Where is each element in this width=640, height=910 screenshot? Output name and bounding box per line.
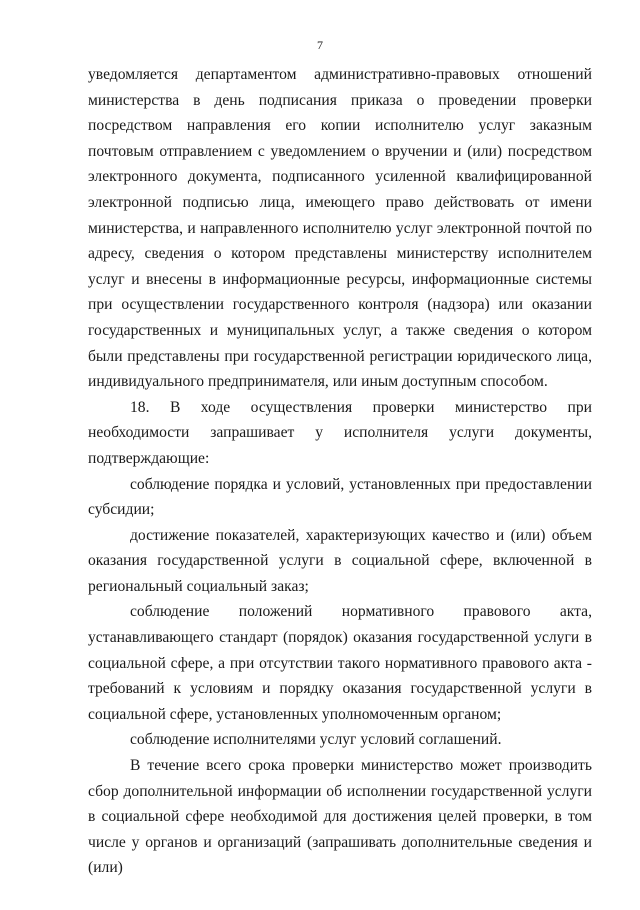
paragraph-agreement-terms: соблюдение исполнителями услуг условий соглашений. [130, 731, 502, 749]
document-body [88, 62, 592, 881]
paragraph-additional-information: В течение всего срока проверки министерство может производить сбор дополнительной информации об исполнении государственной услуги в социальной сфере необходимой для достижения целей проверки, в том числе у органов и организаций (запрашивать дополнительные сведения и (или) [88, 757, 592, 877]
paragraph-standard-compliance: соблюдение положений нормативного правового акта, устанавливающего стандарт (порядок) оказания государственной услуги в социальной сфере, а при отсутствии такого нормативного правового акта - требований к условиям и порядку оказания государственной услуги в социальной сфере, установленных уполномоченным органом; [88, 603, 592, 723]
paragraph-item-18: 18. В ходе осуществления проверки министерство при необходимости запрашивает у исполнителя услуги документы, подтверждающие: [88, 398, 592, 467]
page-number: 7 [317, 38, 323, 52]
paragraph-subsidy-conditions: соблюдение порядка и условий, установленных при предоставлении субсидии; [88, 475, 592, 519]
paragraph-quality-indicators: достижение показателей, характеризующих качество и (или) объем оказания государственной услуги в социальной сфере, включенной в региональный социальный заказ; [88, 526, 592, 595]
paragraph-notification-continuation: уведомляется департаментом административно-правовых отношений министерства в день подписания приказа о проведении проверки посредством направления его копии исполнителю услуг заказным почтовым отправлением с уведомлением о вручении и (или) посредством электронного документа, подписанного усиленной квалифицированной электронной подписью лица, имеющего право действовать от имени министерства, и направленного исполнителю услуг электронной почтой по адресу, сведения о котором представлены министерству исполнителем услуг и внесены в информационные ресурсы, информационные системы при осуществлении государственного контроля (надзора) или оказании государственных и муниципальных услуг, а также сведения о котором были представлены при государственной регистрации юридического лица, индивидуального предпринимателя, или иным доступным способом. [88, 66, 592, 391]
